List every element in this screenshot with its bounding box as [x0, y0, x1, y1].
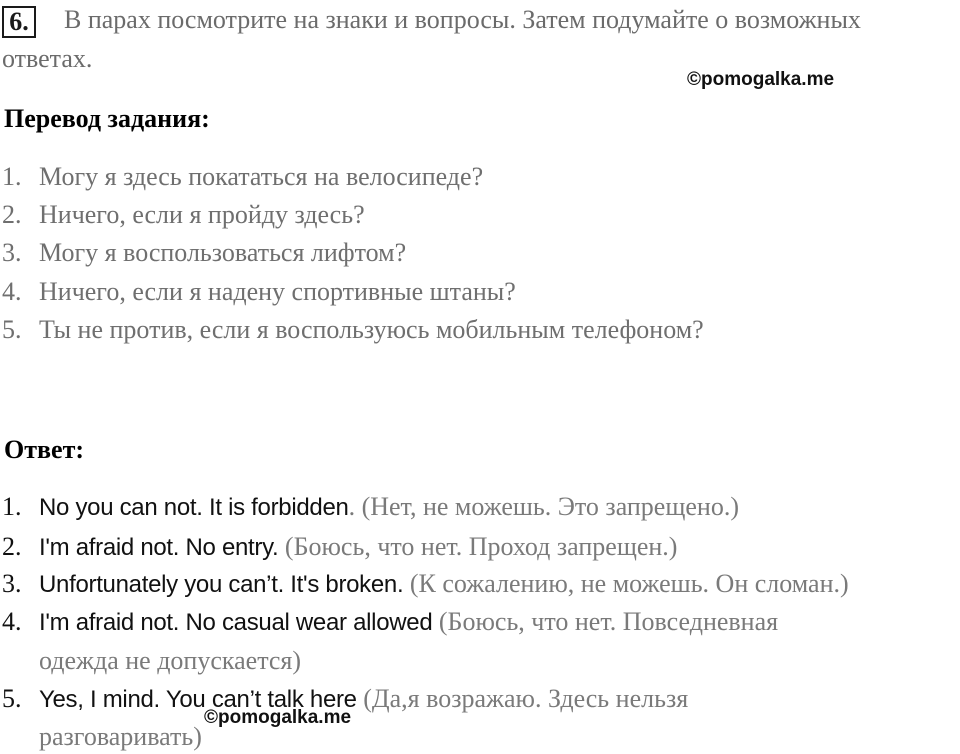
answer-item-continuation: разговаривать)	[39, 722, 202, 751]
answer-item-english: I'm afraid not. No casual wear allowed	[39, 609, 433, 636]
translation-item-number: 2.	[2, 200, 22, 229]
answer-heading: Ответ:	[4, 435, 85, 464]
watermark-top: ©pomogalka.me	[687, 69, 835, 90]
translation-item	[2, 238, 406, 268]
task-instruction-line-1: В парах посмотрите на знаки и вопросы. Затем подумайте о возможных	[64, 5, 861, 34]
translation-item-text: Могу я здесь покататься на велосипеде?	[39, 162, 484, 191]
translation-item	[2, 315, 704, 345]
answer-item-continuation: одежда не допускается)	[39, 646, 302, 675]
translation-item	[2, 277, 516, 307]
task-number-box: 6.	[2, 6, 36, 38]
answer-item	[2, 569, 849, 600]
translation-item	[2, 162, 483, 192]
answer-item-russian: (Да,я возражаю. Здесь нельзя	[356, 684, 689, 713]
answer-item	[2, 532, 677, 563]
answer-item-number: 1.	[2, 492, 22, 521]
translation-item-number: 3.	[2, 238, 22, 267]
answer-item-english: Unfortunately you can’t. It's broken.	[39, 571, 404, 598]
answer-item-number: 4.	[2, 607, 22, 636]
translation-item-text: Ничего, если я надену спортивные штаны?	[39, 277, 516, 306]
translation-item-text: Ничего, если я пройду здесь?	[39, 200, 365, 229]
answer-item-english: Yes, I mind. You can’t talk here	[39, 686, 357, 713]
answer-item-english: I'm afraid not. No entry.	[39, 534, 279, 561]
answer-item-russian: (К сожалению, не можешь. Он сломан.)	[403, 569, 849, 598]
answer-item	[2, 492, 739, 523]
answer-item-number: 5.	[2, 684, 22, 713]
translation-item-text: Могу я воспользоваться лифтом?	[39, 238, 407, 267]
answer-item-number: 3.	[2, 569, 22, 598]
translation-item	[2, 200, 365, 230]
translation-item-number: 4.	[2, 277, 22, 306]
translation-item-text: Ты не против, если я воспользуюсь мобильным телефоном?	[39, 315, 704, 344]
answer-item-russian: . (Нет, не можешь. Это запрещено.)	[348, 492, 739, 521]
task-instruction-line-2: ответах.	[2, 44, 93, 73]
answer-item-russian: (Боюсь, что нет. Проход запрещен.)	[278, 532, 678, 561]
translation-item-number: 1.	[2, 162, 22, 191]
answer-item-number: 2.	[2, 532, 22, 561]
translation-heading: Перевод задания:	[4, 104, 210, 133]
answer-item	[2, 607, 778, 638]
answer-item-russian: (Боюсь, что нет. Повседневная	[432, 607, 779, 636]
answer-item-english: No you can not. It is forbidden	[39, 494, 349, 521]
translation-item-number: 5.	[2, 315, 22, 344]
watermark-bottom: ©pomogalka.me	[204, 707, 352, 728]
